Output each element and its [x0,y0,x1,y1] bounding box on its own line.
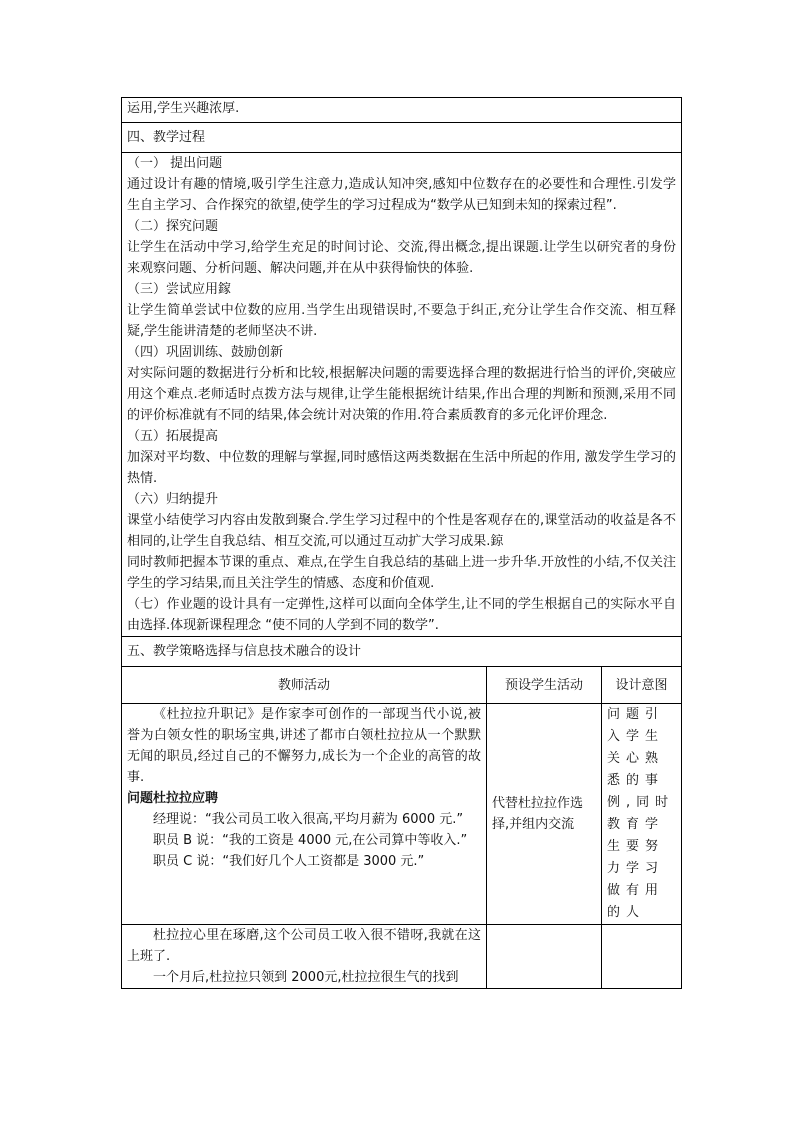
paragraph-4: 对实际问题的数据进行分析和比较,根据解决问题的需要选择合理的数据进行恰当的评价,突破应用这个难点.老师适时点拨方法与规律,让学生能根据统计结果,作出合理的判断和预测,采用不同的评价标准就有不同的结果,体会统计对决策的作用.符合素质教育的多元化评价理念. [127,366,677,423]
staff-b-quote: 职员 B 说：“我的工资是 4000 元,在公司算中等收入.” [153,833,468,848]
story-continued: 杜拉拉心里在琢磨,这个公司员工收入很不错呀,我就在这上班了. [127,928,481,964]
design-intent-text: 问题引入学生关心熟悉的事例,同时教育学生要努力学习做有用的人 [607,707,675,920]
subheading-4: （四）巩固训练、鼓励创新 [127,345,284,360]
paragraph-1: 通过设计有趣的情境,吸引学生注意力,造成认知冲突,感知中位数存在的必要性和合理性.引发学生自主学习、合作探究的欲望,使学生的学习过程成为“数学从已知到未知的探索过程”. [127,177,677,213]
continuation-text: 运用,学生兴趣浓厚. [127,101,240,116]
lesson-plan-table [121,97,682,989]
staff-c-quote: 职员 C 说：“我们好几个人工资都是 3000 元.” [153,854,425,869]
section4-title-row [122,123,682,153]
paragraph-6a: 课堂小结使学习内容由发散到聚合.学生学习过程中的个性是客观存在的,课堂活动的收益是各不相同的,让学生自我总结、相互交流,可以通过互动扩大学习成果.鍄 [127,513,677,549]
teacher-activity-cell [122,925,487,989]
problem-title: 问题杜拉拉应聘 [127,791,219,806]
column-header-row [122,667,682,704]
table-row [122,704,682,925]
subheading-6: （六）归纳提升 [127,492,219,507]
paragraph-3: 让学生简单尝试中位数的应用.当学生出现错误时,不要急于纠正,充分让学生合作交流、相互释疑,学生能讲清楚的老师坚决不讲. [127,303,677,339]
section4-body-row [122,153,682,637]
student-activity-cell [487,925,602,989]
header-design-intent: 设计意图 [602,667,682,704]
story-month-later: 一个月后,杜拉拉只领到 2000元,杜拉拉很生气的找到 [153,970,459,985]
student-activity-text: 代替杜拉拉作选择,并组内交流 [492,796,584,832]
header-teacher-activity: 教师活动 [122,667,487,704]
subheading-1: （一） 提出问题 [127,156,223,171]
section4-body [122,153,682,637]
subheading-2: （二）探究问题 [127,219,219,234]
subheading-3: （三）尝试应用鎵 [127,282,232,297]
continuation-cell [122,98,682,123]
section5-title: 五、教学策略选择与信息技术融合的设计 [122,637,682,667]
manager-quote: 经理说：“我公司员工收入很高,平均月薪为 6000 元.” [153,812,464,827]
design-intent-cell [602,925,682,989]
student-activity-cell [487,704,602,925]
story-intro: 《杜拉拉升职记》是作家李可创作的一部现当代小说,被誉为白领女性的职场宝典,讲述了都市白领杜拉拉从一个默默无闻的职员,经过自己的不懈努力,成长为一个企业的高管的故事. [127,707,481,785]
paragraph-5: 加深对平均数、中位数的理解与掌握,同时感悟这两类数据在生活中所起的作用, 激发学生学习的热情. [127,450,677,486]
table-row [122,925,682,989]
subheading-5: （五）拓展提高 [127,429,219,444]
continuation-row [122,98,682,123]
paragraph-6b: 同时教师把握本节课的重点、难点,在学生自我总结的基础上进一步升华.开放性的小结,不仅关注学生的学习结果,而且关注学生的情感、态度和价值观. [127,555,677,591]
teacher-activity-cell [122,704,487,925]
header-student-activity: 预设学生活动 [487,667,602,704]
section4-title: 四、教学过程 [122,123,682,153]
design-intent-cell [602,704,682,925]
paragraph-7: （七）作业题的设计具有一定弹性,这样可以面向全体学生,让不同的学生根据自己的实际水平自由选择.体现新课程理念 “使不同的人学到不同的数学”. [127,597,677,633]
section5-title-row [122,637,682,667]
paragraph-2: 让学生在活动中学习,给学生充足的时间讨论、交流,得出概念,提出课题.让学生以研究者的身份来观察问题、分析问题、解决问题,并在从中获得愉快的体验. [127,240,677,276]
